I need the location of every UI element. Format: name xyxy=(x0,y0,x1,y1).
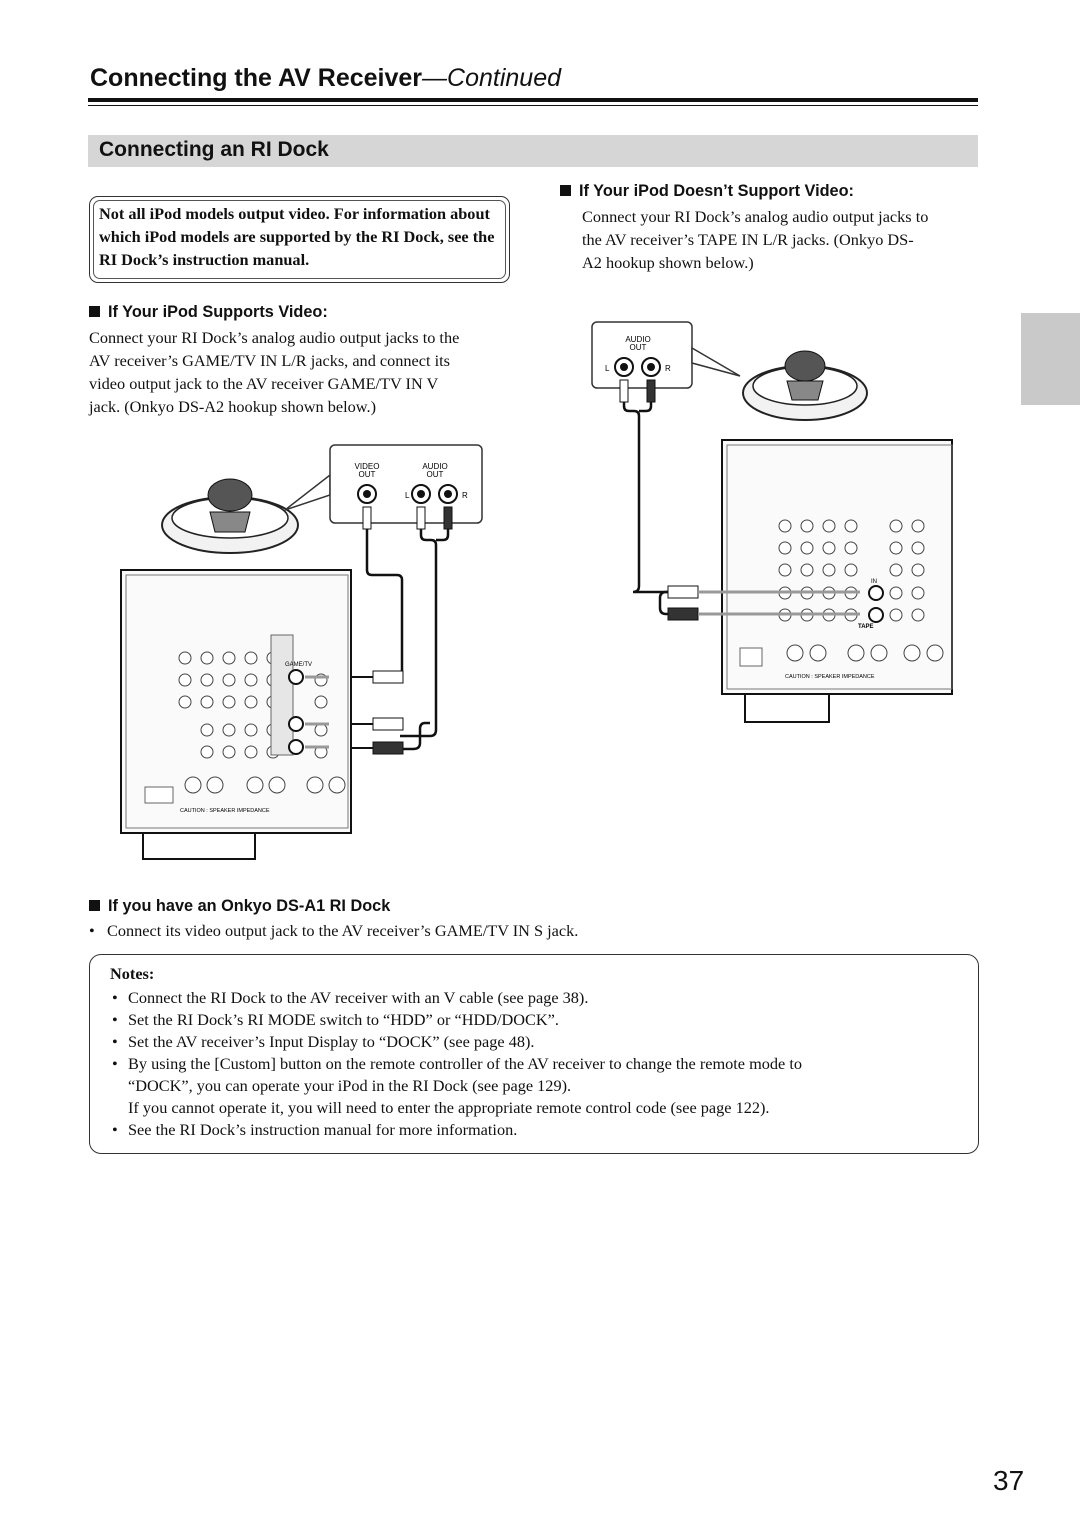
notes-box xyxy=(89,954,979,1154)
page-title: Connecting the AV Receiver—Continued xyxy=(90,64,562,92)
svg-text:GAME/TV: GAME/TV xyxy=(285,662,313,668)
hookup-diagram-video xyxy=(115,440,495,865)
body-line: AV receiver’s GAME/TV IN L/R jacks, and connect its xyxy=(89,351,450,370)
ri-dock-icon xyxy=(743,351,867,420)
tape-in-l-jack-icon xyxy=(869,586,883,600)
svg-text:OUT: OUT xyxy=(426,470,444,479)
note-item-continuation: “DOCK”, you can operate your iPod in the RI Dock (see page 129). xyxy=(128,1076,572,1095)
audio-out-label: AUDIO xyxy=(625,335,651,344)
jack-panel xyxy=(330,445,482,523)
header-rule xyxy=(88,98,978,102)
notice-text: Not all iPod models output video. For information about which iPod models are supported by the RI Dock, see the RI Dock’s instruction manual. xyxy=(99,204,495,269)
square-bullet-icon xyxy=(89,900,100,911)
section-title: Connecting an RI Dock xyxy=(99,138,329,161)
ds-a1-bullet: • Connect its video output jack to the AV receiver’s GAME/TV IN S jack. xyxy=(89,921,579,940)
audio-out-label: AUDIO xyxy=(422,462,448,471)
game-tv-l-jack-icon xyxy=(289,717,303,731)
note-item: • Set the AV receiver’s Input Display to “DOCK” (see page 48). xyxy=(112,1032,535,1051)
heading-ds-a1: If you have an Onkyo DS-A1 RI Dock xyxy=(89,897,390,916)
note-item: • Set the RI Dock’s RI MODE switch to “HDD” or “HDD/DOCK”. xyxy=(112,1010,559,1029)
video-cable xyxy=(367,529,402,677)
square-bullet-icon xyxy=(560,185,571,196)
audio-cable xyxy=(624,402,668,592)
note-item: • See the RI Dock’s instruction manual for more information. xyxy=(112,1120,518,1139)
page-number: 37 xyxy=(993,1465,1025,1496)
notice-box xyxy=(89,196,510,283)
notes-title: Notes: xyxy=(110,964,155,983)
svg-text:CAUTION : SPEAKER IMPEDANCE: CAUTION : SPEAKER IMPEDANCE xyxy=(180,808,270,814)
no-video-body xyxy=(582,205,982,274)
audio-cable xyxy=(400,529,436,736)
video-out-label: VIDEO xyxy=(354,462,380,471)
game-tv-r-jack-icon xyxy=(289,740,303,754)
hookup-diagram-audio xyxy=(590,318,955,728)
note-item: • Connect the RI Dock to the AV receiver with an V cable (see page 38). xyxy=(112,988,589,1007)
note-item: • By using the [Custom] button on the remote controller of the AV receiver to change the remote mode to xyxy=(112,1054,803,1073)
header-rule-thin xyxy=(88,105,978,106)
body-line: video output jack to the AV receiver GAME/TV IN V xyxy=(89,374,439,393)
svg-text:CAUTION : SPEAKER IMPEDANCE: CAUTION : SPEAKER IMPEDANCE xyxy=(785,674,875,680)
heading-supports-video: If Your iPod Supports Video: xyxy=(89,303,328,322)
svg-text:IN: IN xyxy=(871,579,877,585)
ri-dock-icon xyxy=(162,479,298,553)
body-line: Connect your RI Dock’s analog audio output jacks to the xyxy=(89,328,460,347)
body-line: A2 hookup shown below.) xyxy=(582,253,754,272)
svg-text:R: R xyxy=(665,364,671,373)
svg-text:L: L xyxy=(405,491,410,500)
svg-text:OUT: OUT xyxy=(629,343,647,352)
svg-text:TAPE: TAPE xyxy=(858,624,874,630)
svg-text:L: L xyxy=(605,364,610,373)
game-tv-v-jack-icon xyxy=(289,670,303,684)
supports-video-body xyxy=(89,326,519,418)
chapter-tab xyxy=(1021,313,1080,405)
square-bullet-icon xyxy=(89,306,100,317)
continued-label: —Continued xyxy=(422,64,562,92)
heading-no-video: If Your iPod Doesn’t Support Video: xyxy=(560,182,854,201)
note-item-continuation: If you cannot operate it, you will need to enter the appropriate remote control code (see page 122). xyxy=(128,1098,770,1117)
svg-text:R: R xyxy=(462,491,468,500)
tape-in-r-jack-icon xyxy=(869,608,883,622)
jack-panel xyxy=(592,322,692,388)
body-line: jack. (Onkyo DS-A2 hookup shown below.) xyxy=(89,397,376,416)
body-line: the AV receiver’s TAPE IN L/R jacks. (Onkyo DS- xyxy=(582,230,914,249)
svg-text:OUT: OUT xyxy=(358,470,376,479)
body-line: Connect your RI Dock’s analog audio output jacks to xyxy=(582,207,929,226)
